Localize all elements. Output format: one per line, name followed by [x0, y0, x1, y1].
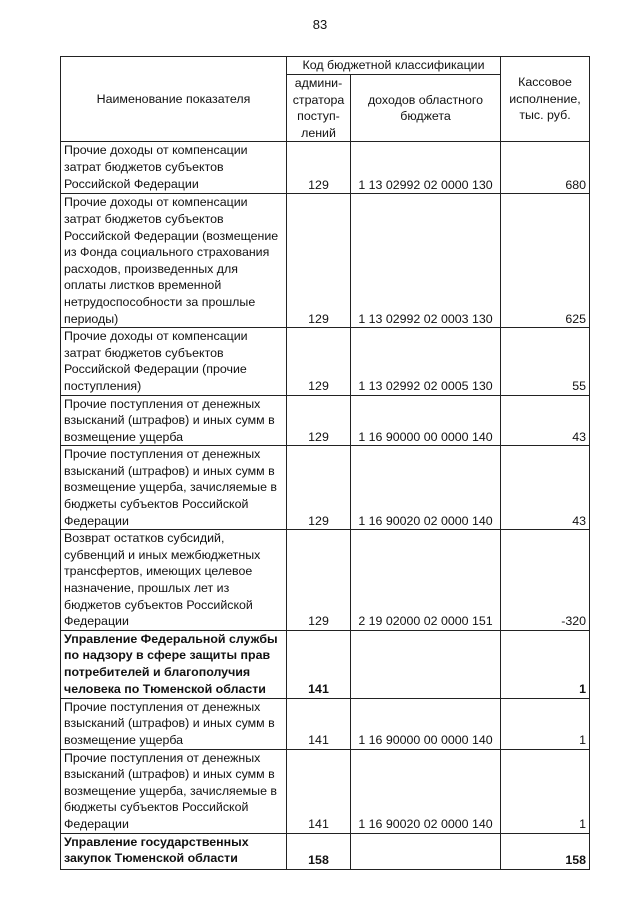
row-admin-code: 129 [287, 194, 351, 328]
table-row [61, 698, 590, 749]
row-admin-code: 129 [287, 395, 351, 446]
row-income-code [351, 833, 501, 869]
row-name: Управление Федеральной службы по надзору в сфере защиты прав потребителей и благополучия человека по Тюменской области [61, 630, 287, 698]
row-amount: 43 [501, 446, 590, 530]
row-amount: 680 [501, 142, 590, 194]
row-admin-code: 129 [287, 446, 351, 530]
table-row [61, 749, 590, 833]
table-row [61, 530, 590, 631]
row-amount: 158 [501, 833, 590, 869]
row-amount: 43 [501, 395, 590, 446]
row-income-code: 1 16 90000 00 0000 140 [351, 395, 501, 446]
page-number: 83 [312, 17, 328, 32]
column-header-code-group: Код бюджетной классификации [287, 57, 501, 75]
column-header-admin: админи-стратора поступ-лений [287, 75, 351, 142]
row-amount: 625 [501, 194, 590, 328]
row-admin-code: 129 [287, 142, 351, 194]
row-income-code: 1 13 02992 02 0003 130 [351, 194, 501, 328]
table-row [61, 446, 590, 530]
row-income-code: 1 13 02992 02 0005 130 [351, 328, 501, 395]
table-row-section [61, 833, 590, 869]
row-name: Управление государственных закупок Тюменской области [61, 833, 287, 869]
row-name: Прочие доходы от компенсации затрат бюджетов субъектов Российской Федерации (прочие поступления) [61, 328, 287, 395]
row-admin-code: 141 [287, 630, 351, 698]
row-admin-code: 158 [287, 833, 351, 869]
row-name: Прочие доходы от компенсации затрат бюджетов субъектов Российской Федерации (возмещение из Фонда социального страхования расходов, произведенных для оплаты листков временной нетрудоспособности за прошлые периоды) [61, 194, 287, 328]
column-header-income: доходов областного бюджета [351, 75, 501, 142]
row-admin-code: 129 [287, 530, 351, 631]
row-income-code: 1 16 90020 02 0000 140 [351, 749, 501, 833]
row-admin-code: 129 [287, 328, 351, 395]
budget-table [60, 56, 590, 870]
row-name: Прочие поступления от денежных взысканий (штрафов) и иных сумм в возмещение ущерба [61, 698, 287, 749]
row-amount: 55 [501, 328, 590, 395]
row-amount: -320 [501, 530, 590, 631]
row-income-code: 1 16 90000 00 0000 140 [351, 698, 501, 749]
row-amount: 1 [501, 630, 590, 698]
column-header-name: Наименование показателя [61, 57, 287, 142]
row-name: Возврат остатков субсидий, субвенций и иных межбюджетных трансфертов, имеющих целевое назначение, прошлых лет из бюджетов субъектов Российской Федерации [61, 530, 287, 631]
row-income-code: 1 13 02992 02 0000 130 [351, 142, 501, 194]
row-income-code: 2 19 02000 02 0000 151 [351, 530, 501, 631]
row-admin-code: 141 [287, 749, 351, 833]
row-name: Прочие поступления от денежных взысканий (штрафов) и иных сумм в возмещение ущерба, зачисляемые в бюджеты субъектов Российской Федерации [61, 749, 287, 833]
table-row-section [61, 630, 590, 698]
row-name: Прочие доходы от компенсации затрат бюджетов субъектов Российской Федерации [61, 142, 287, 194]
row-name: Прочие поступления от денежных взысканий (штрафов) и иных сумм в возмещение ущерба [61, 395, 287, 446]
table-header-row [61, 57, 590, 75]
row-name: Прочие поступления от денежных взысканий (штрафов) и иных сумм в возмещение ущерба, зачисляемые в бюджеты субъектов Российской Федерации [61, 446, 287, 530]
table-row [61, 395, 590, 446]
row-amount: 1 [501, 749, 590, 833]
row-income-code: 1 16 90020 02 0000 140 [351, 446, 501, 530]
table-row [61, 328, 590, 395]
row-amount: 1 [501, 698, 590, 749]
row-admin-code: 141 [287, 698, 351, 749]
row-income-code [351, 630, 501, 698]
column-header-amount: Кассовое исполнение, тыс. руб. [501, 57, 590, 142]
table-row [61, 194, 590, 328]
table-row [61, 142, 590, 194]
